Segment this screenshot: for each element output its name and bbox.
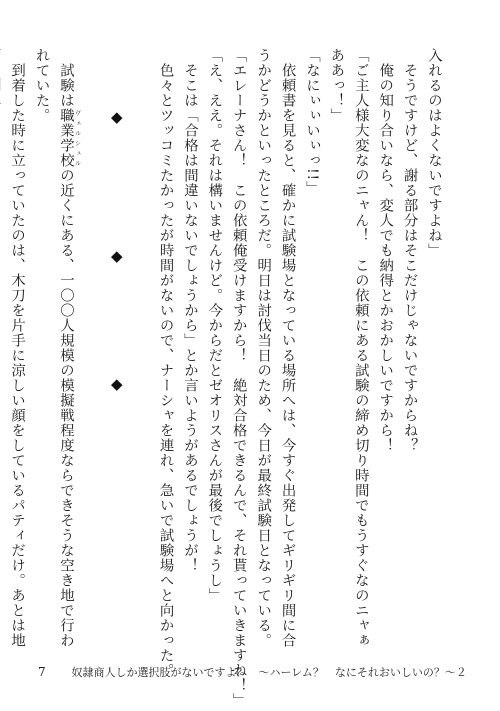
text-line: 「なにぃぃいぃっ!!」 (303, 48, 320, 196)
text-line: 「ご主人様大変なのニャん！ この依頼にある試験の締め切り時間でもうすぐなのニャぁああっ！」 (328, 48, 369, 648)
text-line: 依頼書を見ると、確かに試験場となっている場所へは、今すぐ出発してギリギリ間に合うかどうかといったところだ。明日は討伐当日のため、今日が最終試験日となっている。 (255, 48, 296, 648)
text-line: そうですけど、謝る部分はそこだけじゃないですからね？ (401, 48, 418, 453)
section-divider (104, 48, 128, 648)
page-footer (38, 664, 467, 680)
page-number: 7 (38, 665, 46, 679)
diamond-icon: ◆ (107, 375, 126, 394)
text-line: 試験は職業学校 ヴェルシュルの近くにある、一〇〇人規模の模擬戦程度ならできそうな空き地で行われていた。 (33, 48, 81, 648)
book-title: 奴隷商人しか選択肢がないですよ？ 〜ハーレム？ なにそれおいしいの？〜２ (71, 666, 467, 679)
text-line: 到着した時に立っていたのは、木刀を片手に涼しい顔をしているパティだけ。あとは地 (9, 62, 26, 648)
blank-line (129, 48, 153, 648)
text-line: そこは「合格は間違いないでしょうから」とか言いようがあるでしょうが！ (181, 48, 198, 573)
text-line: 「エレーナさん！ この依頼俺受けますから！ 絶対合格できるんで、それ貰っていきますね！」 (230, 48, 247, 708)
diamond-icon: ◆ (107, 108, 126, 127)
text-line: 入れるのはよくないですよね」 (426, 48, 442, 258)
blank-line (80, 48, 104, 648)
text-line: 色々とツッコミたかったが時間がないので、ナーシャを連れ、急いで試験場へと向かった。 (157, 48, 174, 678)
ruby-text: 職業学校 ヴェルシュル (57, 108, 81, 168)
text-line: 「え、ええ。それは構いませんけど。今からだとゼオリスさんが最後でしょうし」 (206, 48, 223, 603)
diamond-icon: ◆ (107, 246, 126, 266)
text-line: 俺の知り合いなら、変人でも納得とかおかしいですから！ (377, 48, 394, 453)
